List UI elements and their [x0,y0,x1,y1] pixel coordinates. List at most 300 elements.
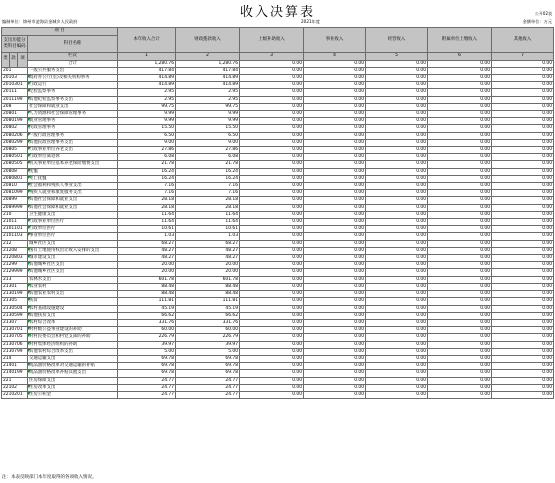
project-header: 项 目 [2,28,118,36]
subject-code: 20801 [2,111,28,118]
cell-value: 48.27 [176,247,240,254]
subject-name: 农业农村 [28,283,118,290]
col-num: 5 [366,52,428,60]
subject-name: 就业管理事务 [28,118,118,125]
col-header: 上级补助收入 [240,28,304,53]
cell-value: 60.00 [118,327,176,334]
cell-value: 0.00 [492,82,554,89]
table-row [2,183,554,190]
cell-value: 0.00 [428,391,492,398]
total-label: 合计 [28,60,118,67]
cell-value: 9.00 [176,139,240,146]
cell-value: 0.00 [240,334,304,341]
subject-code: 2130504 [2,305,28,312]
cell-value: 6.08 [176,154,240,161]
subject-code: 2140199 [2,370,28,377]
subject-code: 2130701 [2,327,28,334]
cell-value: 0.00 [492,247,554,254]
cell-value: 0.00 [366,175,428,182]
cell-value: 0.00 [240,211,304,218]
cell-value: 0.00 [240,348,304,355]
name-col-header: 科目名称 [28,35,118,52]
cell-value: 0.00 [492,96,554,103]
cell-value: 39.97 [176,341,240,348]
subject-name: 民政管理事务 [28,125,118,132]
cell-value: 20.00 [176,262,240,269]
cell-value: 0.00 [366,348,428,355]
table-row [2,262,554,269]
cell-value: 0.00 [240,291,304,298]
cell-value: 0.00 [240,384,304,391]
subject-name: 行政事业单位养老支出 [28,147,118,154]
subject-name: 其他扶贫支出 [28,312,118,319]
cell-value: 0.00 [428,161,492,168]
cell-value: 7.16 [118,183,176,190]
cell-value: 39.97 [118,341,176,348]
subject-code: 2080501 [2,154,28,161]
subject-code: 212 [2,240,28,247]
cell-value: 0.00 [304,341,366,348]
subject-name: 其他农村综合改革支出 [28,348,118,355]
cell-value: 0.00 [304,154,366,161]
code-col-header: 支出功能分类科目编码 [2,35,28,52]
cell-value: 1.03 [176,233,240,240]
cell-value: 0.00 [492,262,554,269]
cell-value: 414.89 [176,75,240,82]
subject-name: 死亡抚恤 [28,175,118,182]
subject-name: 抚恤 [28,168,118,175]
subject-code: 2101101 [2,226,28,233]
table-row [2,348,554,355]
cell-value: 414.89 [118,82,176,89]
cell-value: 0.00 [240,75,304,82]
table-row [2,391,554,398]
cell-value: 0.00 [492,240,554,247]
cell-value: 24.77 [176,377,240,384]
cell-value: 417.84 [176,67,240,74]
subject-name: 住房公积金 [28,391,118,398]
unit-label: 编制单位：锦州市凌海县金城乡人民政府 [2,19,78,24]
cell-value: 0.00 [240,147,304,154]
cell-value: 0.00 [428,334,492,341]
cell-value: 0.00 [492,377,554,384]
cell-value: 0.00 [428,370,492,377]
cell-value: 0.00 [304,190,366,197]
cell-value: 331.76 [176,319,240,326]
cell-value: 0.00 [492,283,554,290]
cell-value: 0.00 [304,103,366,110]
cell-value: 0.00 [492,183,554,190]
cell-value: 417.84 [118,67,176,74]
cell-value: 0.00 [304,125,366,132]
cell-value: 9.99 [176,111,240,118]
cell-value: 0.00 [492,334,554,341]
cell-value: 601.78 [118,276,176,283]
cell-value: 0.00 [366,219,428,226]
cell-value: 226.79 [176,334,240,341]
cell-value: 0.00 [428,204,492,211]
cell-value: 0.00 [304,291,366,298]
subject-name: 政府办公厅(室)及相关机构事务 [28,75,118,82]
cell-value: 0.00 [240,204,304,211]
cell-value: 0.00 [304,312,366,319]
page-title: 收入决算表 [239,5,315,20]
cell-value: 0.00 [240,154,304,161]
cell-value: 69.78 [176,355,240,362]
subject-name: 一般公共服务支出 [28,67,118,74]
subject-code: 21305 [2,298,28,305]
cell-value: 0.00 [240,175,304,182]
cell-value: 0.00 [304,197,366,204]
cell-value: 0.00 [240,247,304,254]
xiang-header: 项 [18,52,28,67]
cell-value: 0.00 [492,363,554,370]
subject-code: 2080505 [2,161,28,168]
subject-code: 2130599 [2,312,28,319]
cell-value: 0.00 [492,291,554,298]
cell-value: 0.00 [492,255,554,262]
subject-code: 2080801 [2,175,28,182]
cell-value: 1,280.76 [118,60,176,67]
cell-value: 0.00 [428,240,492,247]
cell-value: 0.00 [240,240,304,247]
cell-value: 0.00 [428,312,492,319]
cell-value: 0.00 [428,67,492,74]
subject-code: 2129999 [2,269,28,276]
cell-value: 0.00 [428,154,492,161]
col-num: 6 [428,52,492,60]
cell-value: 331.76 [118,319,176,326]
subject-code: 20805 [2,147,28,154]
cell-value: 0.00 [428,147,492,154]
cell-value: 0.00 [428,269,492,276]
table-row [2,240,554,247]
subject-name: 其他社会保障和就业支出 [28,197,118,204]
cell-value: 0.00 [428,377,492,384]
cell-value: 0.00 [304,211,366,218]
cell-value: 0.00 [492,103,554,110]
cell-value: 0.00 [366,269,428,276]
table-row [2,319,554,326]
subject-name: 一般行政管理事务 [28,132,118,139]
cell-value: 0.00 [304,132,366,139]
cell-value: 0.00 [240,226,304,233]
cell-value: 0.00 [492,168,554,175]
table-row [2,154,554,161]
cell-value: 0.00 [492,312,554,319]
cell-value: 0.00 [240,312,304,319]
subject-code: 2130705 [2,334,28,341]
cell-value: 0.00 [492,125,554,132]
cell-value: 27.86 [118,147,176,154]
subject-code: 2210201 [2,391,28,398]
table-row [2,247,554,254]
cell-value: 16.24 [118,175,176,182]
cell-value: 10.61 [118,226,176,233]
cell-value: 0.00 [304,363,366,370]
cell-value: 0.00 [304,147,366,154]
cell-value: 0.00 [366,226,428,233]
subject-code: 2089999 [2,204,28,211]
col-header: 本年收入合计 [118,28,176,53]
cell-value: 10.61 [176,226,240,233]
table-row [2,147,554,154]
cell-value: 0.00 [428,305,492,312]
cell-value: 0.00 [428,175,492,182]
cell-value: 20.00 [118,269,176,276]
cell-value: 88.48 [118,283,176,290]
cell-value: 0.00 [492,298,554,305]
subject-code: 21301 [2,283,28,290]
table-row [2,204,554,211]
subject-name: 社会保障和就业支出 [28,103,118,110]
subject-name: 对村级公益事业建设的补助 [28,327,118,334]
cell-value: 0.00 [366,67,428,74]
table-row [2,175,554,182]
cell-value: 0.00 [240,319,304,326]
cell-value: 0.00 [304,226,366,233]
cell-value: 0.00 [304,60,366,67]
table-row [2,327,554,334]
cell-value: 0.00 [240,139,304,146]
cell-value: 0.00 [240,355,304,362]
cell-value: 0.00 [240,168,304,175]
cell-value: 0.00 [240,391,304,398]
table-row [2,226,554,233]
subject-name: 其他城乡社区支出 [28,262,118,269]
col-num: 4 [304,52,366,60]
cell-value: 0.00 [304,204,366,211]
cell-value: 9.00 [118,139,176,146]
cell-value: 0.00 [492,132,554,139]
table-row [2,118,554,125]
cell-value: 0.00 [240,341,304,348]
cell-value: 7.16 [118,190,176,197]
cell-value: 0.00 [428,125,492,132]
cell-value: 0.00 [366,391,428,398]
table-row [2,103,554,110]
cell-value: 0.00 [304,89,366,96]
cell-value: 45.19 [176,305,240,312]
cell-value: 21.78 [118,161,176,168]
cell-value: 0.00 [428,291,492,298]
cell-value: 5.00 [176,348,240,355]
subject-code: 20802 [2,125,28,132]
col-num: 7 [492,52,554,60]
cell-value: 0.00 [492,276,554,283]
col-header: 其他收入 [492,28,554,53]
cell-value: 0.00 [366,103,428,110]
cell-value: 0.00 [240,89,304,96]
table-row [2,283,554,290]
cell-value: 0.00 [240,82,304,89]
cell-value: 6.50 [118,132,176,139]
subject-name: 住房改革支出 [28,384,118,391]
table-row [2,89,554,96]
col-header: 附属单位上缴收入 [428,28,492,53]
cell-value: 0.00 [304,319,366,326]
subject-code: 2120803 [2,255,28,262]
cell-value: 0.00 [366,334,428,341]
cell-value: 15.50 [118,125,176,132]
cell-value: 0.00 [492,269,554,276]
table-row [2,334,554,341]
cell-value: 111.81 [176,298,240,305]
cell-value: 0.00 [304,255,366,262]
table-row [2,363,554,370]
table-row [2,125,554,132]
cell-value: 0.00 [428,111,492,118]
cell-value: 0.00 [240,118,304,125]
cell-value: 0.00 [366,276,428,283]
cell-value: 0.00 [492,204,554,211]
cell-value: 0.00 [304,219,366,226]
col-header: 事业收入 [304,28,366,53]
cell-value: 0.00 [304,240,366,247]
table-row [2,255,554,262]
lanci-label: 栏次 [28,52,118,60]
cell-value: 0.00 [304,82,366,89]
cell-value: 1,280.76 [176,60,240,67]
table-row [2,370,554,377]
cell-value: 6.50 [176,132,240,139]
cell-value: 5.00 [118,348,176,355]
subject-code: 2130706 [2,341,28,348]
subject-code: 2080199 [2,118,28,125]
subject-name: 对村民委员会和村党支部的补助 [28,334,118,341]
subject-code: 2080299 [2,139,28,146]
cell-value: 0.00 [492,147,554,154]
total-row [2,60,554,67]
cell-value: 0.00 [366,319,428,326]
cell-value: 0.00 [366,255,428,262]
form-code: 公开02表 [534,11,552,16]
subject-code: 20111 [2,89,28,96]
cell-value: 0.00 [366,147,428,154]
cell-value: 0.00 [366,291,428,298]
cell-value: 24.77 [118,391,176,398]
cell-value: 0.00 [492,370,554,377]
cell-value: 0.00 [366,60,428,67]
income-table [1,27,554,399]
cell-value: 0.00 [304,377,366,384]
cell-value: 69.78 [176,363,240,370]
cell-value: 16.24 [118,168,176,175]
cell-value: 0.00 [428,298,492,305]
cell-value: 48.27 [176,255,240,262]
cell-value: 601.78 [176,276,240,283]
cell-value: 0.00 [492,233,554,240]
cell-value: 0.00 [304,75,366,82]
subject-name: 其他纪检监察事务支出 [28,96,118,103]
cell-value: 15.50 [176,125,240,132]
cell-value: 11.64 [118,211,176,218]
cell-value: 0.00 [366,262,428,269]
subject-name: 行政事业单位医疗 [28,219,118,226]
cell-value: 2.95 [118,96,176,103]
cell-value: 68.27 [118,240,176,247]
cell-value: 0.00 [492,197,554,204]
cell-value: 0.00 [428,183,492,190]
cell-value: 27.86 [176,147,240,154]
cell-value: 0.00 [240,183,304,190]
table-row [2,298,554,305]
table-row [2,305,554,312]
subject-name: 农林水支出 [28,276,118,283]
table-row [2,161,554,168]
cell-value: 0.00 [366,96,428,103]
subject-name: 行政单位离退休 [28,154,118,161]
subject-code: 21307 [2,319,28,326]
subject-code: 21299 [2,262,28,269]
cell-value: 0.00 [428,341,492,348]
cell-value: 0.00 [492,161,554,168]
subject-name: 其他社会保障和就业支出 [28,204,118,211]
cell-value: 0.00 [240,283,304,290]
cell-value: 0.00 [304,298,366,305]
cell-value: 2.95 [176,89,240,96]
subject-code: 210 [2,211,28,218]
cell-value: 11.64 [176,211,240,218]
table-row [2,139,554,146]
table-row [2,211,554,218]
subject-code: 20103 [2,75,28,82]
subject-code: 208 [2,103,28,110]
cell-value: 0.00 [492,118,554,125]
cell-value: 0.00 [304,283,366,290]
cell-value: 0.00 [240,161,304,168]
cell-value: 20.00 [176,269,240,276]
cell-value: 0.00 [428,75,492,82]
cell-value: 0.00 [240,370,304,377]
cell-value: 0.00 [492,355,554,362]
cell-value: 0.00 [366,363,428,370]
cell-value: 0.00 [240,305,304,312]
cell-value: 0.00 [304,67,366,74]
table-row [2,197,554,204]
table-row [2,190,554,197]
subject-name: 机关事业单位基本养老保险缴费支出 [28,161,118,168]
subject-name: 残疾人就业和康复服务支出 [28,190,118,197]
cell-value: 0.00 [240,363,304,370]
table-row [2,269,554,276]
subject-code: 2101103 [2,233,28,240]
cell-value: 0.00 [366,82,428,89]
cell-value: 0.00 [366,190,428,197]
cell-value: 0.00 [492,348,554,355]
cell-value: 0.00 [304,139,366,146]
cell-value: 0.00 [366,204,428,211]
subject-name: 其他民政管理事务支出 [28,139,118,146]
cell-value: 0.00 [240,67,304,74]
cell-value: 0.00 [366,89,428,96]
cell-value: 68.27 [176,240,240,247]
cell-value: 0.00 [240,255,304,262]
cell-value: 0.00 [366,75,428,82]
cell-value: 0.00 [492,391,554,398]
lei-header: 类 [2,52,10,67]
subject-code: 21011 [2,219,28,226]
subject-code: 2130199 [2,291,28,298]
cell-value: 0.00 [366,240,428,247]
cell-value: 28.18 [176,197,240,204]
cell-value: 0.00 [492,305,554,312]
cell-value: 0.00 [240,96,304,103]
subject-name: 行政运行 [28,82,118,89]
cell-value: 0.00 [366,125,428,132]
cell-value: 414.89 [118,75,176,82]
cell-value: 0.00 [240,190,304,197]
